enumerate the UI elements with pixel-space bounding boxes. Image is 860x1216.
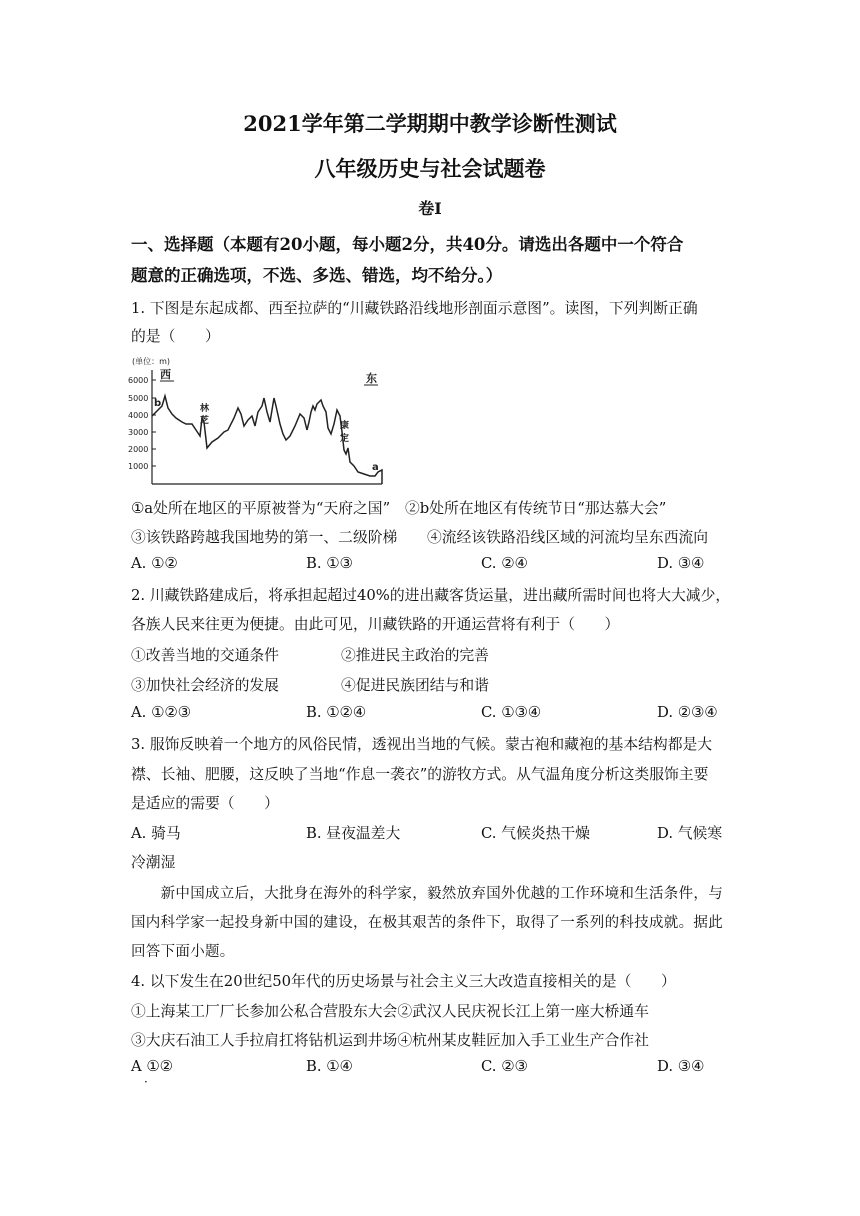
q1-option-a[interactable]: A. ①② bbox=[131, 555, 178, 572]
section-heading-line1: 一、选择题（本题有20小题，每小题2分，共40分。请选出各题中一个符合 bbox=[131, 235, 684, 254]
q1-stem-line1: 1. 下图是东起成都、西至拉萨的“川藏铁路沿线地形剖面示意图”。读图，下列判断正确 bbox=[131, 300, 698, 317]
q3-option-d-wrap: 冷潮湿 bbox=[131, 854, 176, 871]
passage-line3: 回答下面小题。 bbox=[131, 944, 235, 960]
nyingchi-label-2: 芝 bbox=[200, 416, 210, 426]
y-tick-6000: 6000 bbox=[128, 376, 149, 385]
q4-option-b[interactable]: B. ①④ bbox=[306, 1058, 353, 1075]
q4-statements-line2: ③大庆石油工人手拉肩扛将钻机运到井场④杭州某皮鞋匠加入手工业生产合作社 bbox=[131, 1032, 649, 1049]
exam-subtitle: 八年级历史与社会试题卷 bbox=[314, 156, 546, 181]
kangding-label-2: 定 bbox=[340, 434, 350, 444]
q2-statement-4: ④促进民族团结与和谐 bbox=[341, 677, 489, 694]
q2-stem-line1: 2. 川藏铁路建成后，将承担起超过40%的进出藏客货运量，进出藏所需时间也将大大减少， bbox=[131, 587, 731, 604]
section-heading-line2: 题意的正确选项，不选、多选、错选，均不给分。） bbox=[131, 266, 503, 285]
q3-option-d[interactable]: D. 气候寒 bbox=[657, 825, 723, 842]
q2-option-c[interactable]: C. ①③④ bbox=[481, 704, 541, 721]
volume-label: 卷Ⅰ bbox=[418, 199, 442, 218]
q2-statement-1: ①改善当地的交通条件 bbox=[131, 647, 279, 664]
q3-option-b[interactable]: B. 昼夜温差大 bbox=[306, 825, 401, 842]
nyingchi-label-1: 林 bbox=[200, 404, 210, 414]
q3-option-a[interactable]: A. 骑马 bbox=[131, 825, 181, 842]
q1-stem-line2: 的是（ ） bbox=[131, 328, 220, 345]
passage-line1: 新中国成立后，大批身在海外的科学家，毅然放弃国外优越的工作环境和生活条件，与 bbox=[131, 886, 723, 902]
q4-stem: 4. 以下发生在20世纪50年代的历史场景与社会主义三大改造直接相关的是（ ） bbox=[131, 973, 676, 990]
q2-option-b[interactable]: B. ①②④ bbox=[306, 704, 367, 721]
point-b-label: b bbox=[154, 398, 162, 409]
q4-statements-line1: ①上海某工厂厂长参加公私合营股东大会②武汉人民庆祝长江上第一座大桥通车 bbox=[131, 1003, 649, 1020]
q3-stem-line3: 是适应的需要（ ） bbox=[131, 795, 279, 812]
q2-option-d[interactable]: D. ②③④ bbox=[657, 704, 718, 721]
passage-line2: 国内科学家一起投身新中国的建设，在极其艰苦的条件下，取得了一系列的科技成就。据此 bbox=[131, 915, 723, 931]
point-a-label: a bbox=[372, 462, 379, 473]
q1-option-d[interactable]: D. ③④ bbox=[657, 555, 705, 572]
q1-option-c[interactable]: C. ②④ bbox=[481, 555, 528, 572]
stray-dot-mark: · bbox=[144, 1075, 148, 1089]
y-tick-4000: 4000 bbox=[128, 411, 149, 420]
railway-profile-figure bbox=[128, 352, 388, 488]
q4-option-d[interactable]: D. ③④ bbox=[657, 1058, 705, 1075]
y-tick-3000: 3000 bbox=[128, 428, 149, 437]
y-tick-marks bbox=[152, 380, 156, 466]
q4-option-c[interactable]: C. ②③ bbox=[481, 1058, 528, 1075]
west-label: 西 bbox=[160, 368, 171, 381]
y-tick-5000: 5000 bbox=[128, 394, 149, 403]
y-tick-2000: 2000 bbox=[128, 445, 149, 454]
q1-statements-line2: ③该铁路跨越我国地势的第一、二级阶梯 ④流经该铁路沿线区域的河流均呈东西流向 bbox=[131, 529, 709, 546]
y-tick-1000: 1000 bbox=[128, 462, 149, 471]
q1-statements-line1: ①a处所在地区的平原被誉为“天府之国” ②b处所在地区有传统节日“那达慕大会” bbox=[131, 500, 667, 517]
q1-option-b[interactable]: B. ①③ bbox=[306, 555, 353, 572]
q2-option-a[interactable]: A. ①②③ bbox=[131, 704, 191, 721]
east-label: 东 bbox=[366, 372, 377, 385]
q2-stem-line2: 各族人民来往更为便捷。由此可见，川藏铁路的开通运营将有利于（ ） bbox=[131, 616, 620, 633]
q4-option-a[interactable]: A ①② bbox=[131, 1058, 173, 1075]
q3-stem-line1: 3. 服饰反映着一个地方的风俗民情，透视出当地的气候。蒙古袍和藏袍的基本结构都是大 bbox=[131, 736, 713, 753]
figure-unit-label: (单位：m) bbox=[132, 357, 171, 366]
kangding-label-1: 康 bbox=[340, 421, 350, 431]
exam-title: 2021学年第二学期期中教学诊断性测试 bbox=[243, 111, 617, 136]
q2-statement-3: ③加快社会经济的发展 bbox=[131, 677, 279, 694]
q2-statement-2: ②推进民主政治的完善 bbox=[341, 647, 489, 664]
q3-stem-line2: 襟、长袖、肥腰，这反映了当地“作息一袭衣”的游牧方式。从气温角度分析这类服饰主要 bbox=[131, 766, 709, 783]
q3-option-c[interactable]: C. 气候炎热干燥 bbox=[481, 825, 590, 842]
